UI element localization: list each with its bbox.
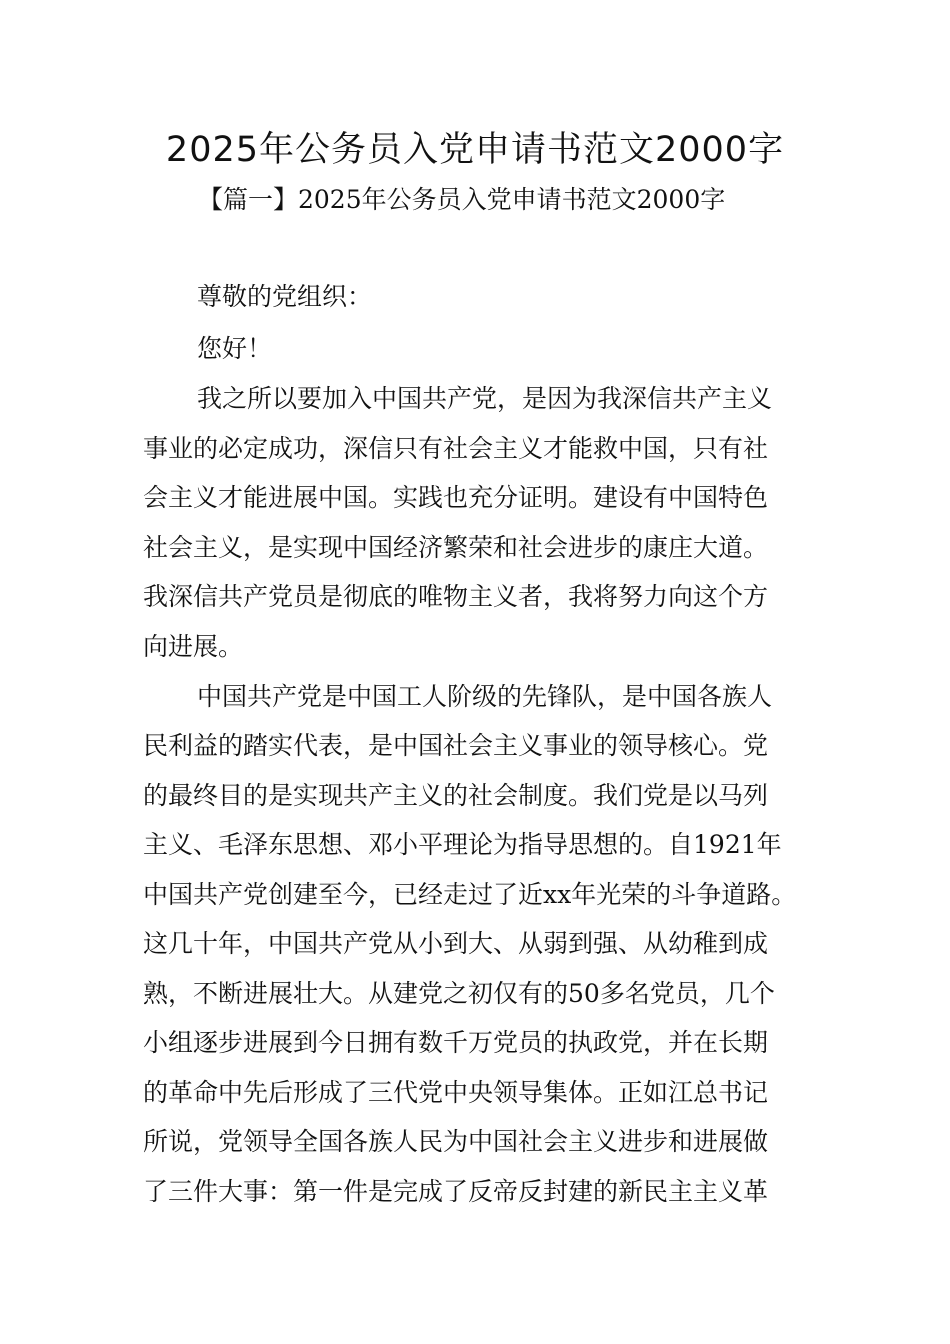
body-line: 社会主义，是实现中国经济繁荣和社会进步的康庄大道。 [143,533,769,562]
body-line: 的最终目的是实现共产主义的社会制度。我们党是以马列 [143,781,769,810]
body-line: 事业的必定成功，深信只有社会主义才能救中国，只有社 [143,434,769,463]
body-line: 我深信共产党员是彻底的唯物主义者，我将努力向这个方 [143,582,769,611]
body-line: 中国共产党是中国工人阶级的先锋队，是中国各族人 [197,682,773,711]
body-line: 小组逐步进展到今日拥有数千万党员的执政党，并在长期 [143,1028,769,1057]
body-line: 这几十年，中国共产党从小到大、从弱到强、从幼稚到成 [143,929,769,958]
body-line: 了三件大事：第一件是完成了反帝反封建的新民主主义革 [143,1177,769,1206]
body-line: 的革命中先后形成了三代党中央领导集体。正如江总书记 [143,1078,769,1107]
body-line: 向进展。 [143,632,244,661]
body-line: 所说，党领导全国各族人民为中国社会主义进步和进展做 [143,1127,769,1156]
body-line: 我之所以要加入中国共产党，是因为我深信共产主义 [197,384,773,413]
salutation: 尊敬的党组织： [197,282,373,311]
body-line: 主义、毛泽东思想、邓小平理论为指导思想的。自1921年 [143,830,782,859]
body-line: 中国共产党创建至今，已经走过了近xx年光荣的斗争道路。 [143,880,797,909]
body-line: 民利益的踏实代表，是中国社会主义事业的领导核心。党 [143,731,769,760]
greeting: 您好！ [197,334,273,363]
body-line: 会主义才能进展中国。实践也充分证明。建设有中国特色 [143,483,769,512]
body-line: 熟，不断进展壮大。从建党之初仅有的50多名党员，几个 [143,979,775,1008]
document-title: 2025年公务员入党申请书范文2000字 [165,130,785,170]
document-subtitle: 【篇一】2025年公务员入党申请书范文2000字 [198,185,726,214]
